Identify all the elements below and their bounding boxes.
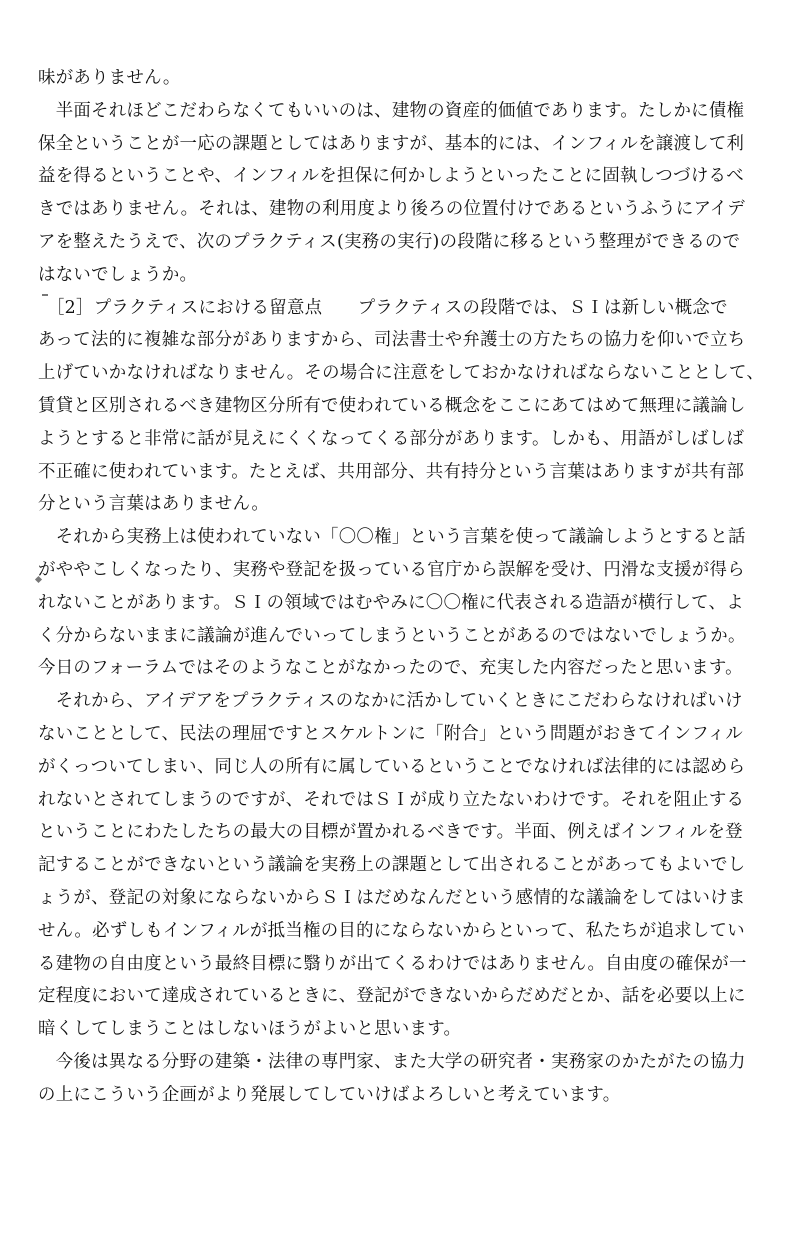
text-line: それから、アイデアをプラクティスのなかに活かしていくときにこだわらなければいけ <box>38 691 743 712</box>
text-line: あって法的に複雑な部分がありますから、司法書士や弁護士の方たちの協力を仰いで立ち <box>38 330 746 351</box>
text-line: 今後は異なる分野の建築・法律の専門家、また大学の研究者・実務家のかたがたの協力 <box>38 1051 746 1072</box>
text-line: る建物の自由度という最終目標に翳りが出てくるわけではありません。自由度の確保が一 <box>38 953 747 974</box>
text-line: 保全ということが一応の課題としてはありますが、基本的には、インフィルを譲渡して利 <box>38 133 745 154</box>
text-line: 上げていかなければなりません。その場合に注意をしておかなければならないこととして、 <box>38 363 765 384</box>
text-line: ようとすると非常に話が見えにくくなってくる部分があります。しかも、用語がしばしば <box>38 428 745 449</box>
text-line: ょうが、登記の対象にならないからＳＩはだめなんだという感情的な議論をしてはいけま <box>38 887 746 908</box>
text-line: それから実務上は使われていない「〇〇権」という言葉を使って議論しようとすると話 <box>38 527 746 548</box>
text-line: 益を得るということや、インフィルを担保に何かしようといったことに固執しつづけるべ <box>38 166 744 187</box>
text-line: ということにわたしたちの最大の目標が置かれるべきです。半面、例えばインフィルを登 <box>38 822 743 843</box>
section-heading-line: ［2］プラクティスにおける留意点 プラクティスの段階では、ＳＩは新しい概念で <box>38 297 728 318</box>
text-line: せん。必ずしもインフィルが抵当権の目的にならないからといって、私たちが追求してい <box>38 920 745 941</box>
text-line: アを整えたうえで、次のプラクティス(実務の実行)の段階に移るという整理ができるので <box>38 231 741 252</box>
text-line: の上にこういう企画がより発展してしていけばよろしいと考えています。 <box>38 1084 621 1105</box>
text-line: 賃貸と区別されるべき建物区分所有で使われている概念をここにあてはめて無理に議論し <box>38 395 746 416</box>
text-line: はないでしょうか。 <box>38 264 198 285</box>
text-line: 味がありません。 <box>38 68 181 88</box>
text-line: 不正確に使われています。たとえば、共用部分、共有持分という言葉はありますが共有部 <box>38 461 745 482</box>
body-text <box>38 62 778 1112</box>
text-line: がややこしくなったり、実務や登記を扱っている官庁から誤解を受け、円滑な支援が得ら <box>38 559 745 580</box>
text-line: ないこととして、民法の理屈ですとスケルトンに「附合」という問題がおきてインフィル <box>38 723 744 744</box>
text-line: 暗くしてしまうことはしないほうがよいと思います。 <box>38 1019 462 1040</box>
text-line: れないことがあります。ＳＩの領域ではむやみに〇〇権に代表される造語が横行して、よ <box>38 592 744 613</box>
text-line: 記することができないという議論を実務上の課題として出されることがあってもよいでし <box>38 855 746 876</box>
text-line: 今日のフォーラムではそのようなことがなかったので、充実した内容だったと思います。 <box>38 658 743 679</box>
text-line: がくっついてしまい、同じ人の所有に属しているということでなければ法律的には認めら <box>38 756 746 777</box>
text-line: れないとされてしまうのですが、それではＳＩが成り立たないわけです。それを阻止する <box>38 789 745 810</box>
text-line: く分からないままに議論が進んでいってしまうということがあるのではないでしょうか。 <box>38 625 746 646</box>
text-line: 定程度において達成されているときに、登記ができないからだめだとか、話を必要以上に <box>38 986 746 1007</box>
text-line: 半面それほどこだわらなくてもいいのは、建物の資産的価値であります。たしかに債権 <box>38 100 745 121</box>
text-line: 分という言葉はありません。 <box>38 494 270 515</box>
text-line: きではありません。それは、建物の利用度より後ろの位置付けであるというふうにアイデ <box>38 199 746 220</box>
